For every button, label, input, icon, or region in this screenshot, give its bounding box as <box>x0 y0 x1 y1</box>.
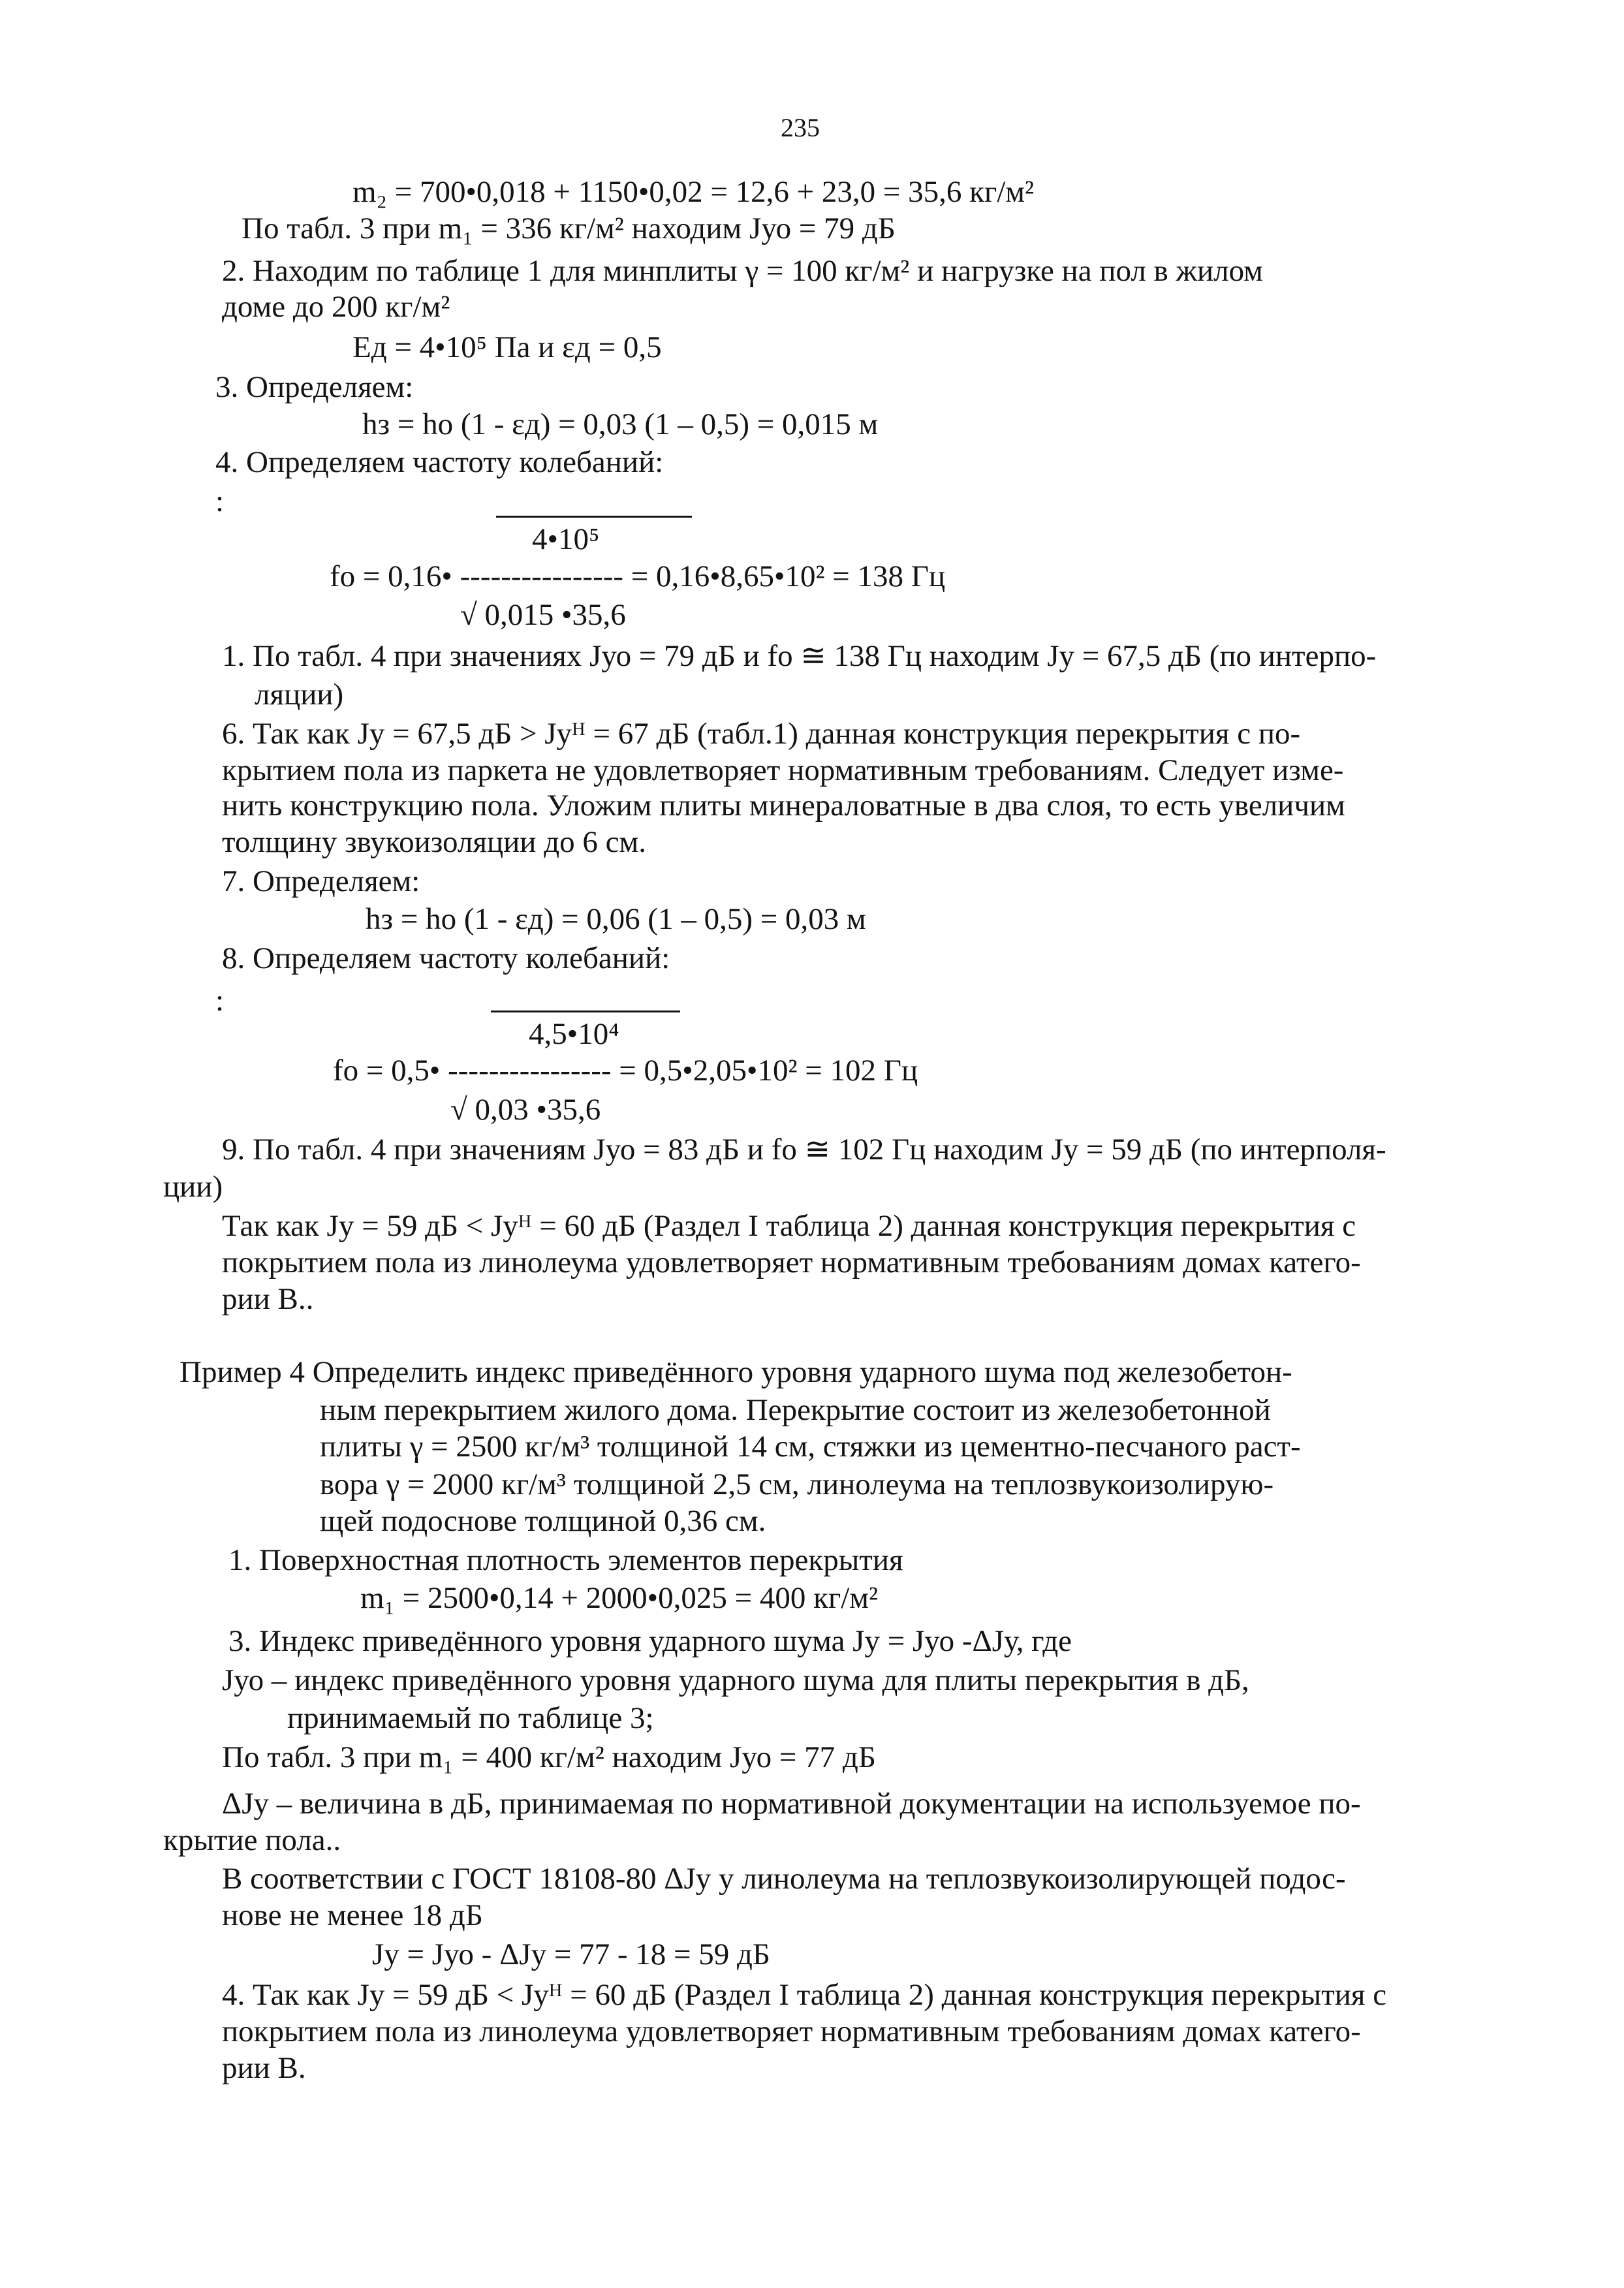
text-line: вора γ = 2000 кг/м³ толщиной 2,5 см, линолеума на теплозвукоизолирую- <box>320 1467 1274 1501</box>
text-line: ляции) <box>255 678 344 712</box>
text-line: m₂ = 700•0,018 + 1150•0,02 = 12,6 + 23,0 = 35,6 кг/м² <box>352 175 1035 209</box>
text-line: ΔJу – величина в дБ, принимаемая по нормативной документации на используемое по- <box>222 1787 1361 1821</box>
formula-line: fо = 0,5• ---------------- = 0,5•2,05•10² = 102 Гц <box>333 1054 918 1088</box>
text-line: рии В. <box>222 2051 306 2085</box>
example-heading: Пример 4 Определить индекс приведённого уровня ударного шума под железобетон- <box>180 1355 1292 1389</box>
text-line: покрытием пола из линолеума удовлетворяет нормативным требованиям домах катего- <box>222 2014 1361 2048</box>
text-line: покрытием пола из линолеума удовлетворяет нормативным требованиям домах катего- <box>222 1246 1361 1279</box>
text-line: ции) <box>163 1170 223 1204</box>
text-line: В соответствии с ГОСТ 18108-80 ΔJу у линолеума на теплозвукоизолирующей подос- <box>222 1862 1346 1896</box>
text-line: : <box>215 484 225 518</box>
text-line: крытием пола из паркета не удовлетворяет нормативным требованиям. Следует изме- <box>222 753 1344 787</box>
text-line: 3. Определяем: <box>215 370 414 404</box>
formula-denominator: √ 0,015 •35,6 <box>460 598 626 632</box>
page-number: 235 <box>781 113 820 142</box>
text-line: доме до 200 кг/м² <box>222 290 450 324</box>
text-line: 8. Определяем частоту колебаний: <box>222 941 670 975</box>
text-line: hз = hо (1 - εд) = 0,03 (1 – 0,5) = 0,015 м <box>362 407 879 441</box>
text-line: Ед = 4•10⁵ Па и εд = 0,5 <box>352 330 662 364</box>
text-line: hз = hо (1 - εд) = 0,06 (1 – 0,5) = 0,03 м <box>366 902 866 936</box>
text-line: 4. Так как Jу = 59 дБ < Jуᴴ = 60 дБ (Раздел I таблица 2) данная конструкция перекрытия с <box>222 1978 1387 2012</box>
text-line: m₁ = 2500•0,14 + 2000•0,025 = 400 кг/м² <box>360 1581 879 1615</box>
text-line: щей подоснове толщиной 0,36 см. <box>320 1504 766 1538</box>
text-line: 6. Так как Jу = 67,5 дБ > Jуᴴ = 67 дБ (табл.1) данная конструкция перекрытия с по- <box>222 717 1301 751</box>
text-line: По табл. 3 при m₁ = 400 кг/м² находим Jуо = 77 дБ <box>222 1740 876 1774</box>
text-line: 1. По табл. 4 при значениях Jуо = 79 дБ и fо ≅ 138 Гц находим Jу = 67,5 дБ (по интерпо- <box>222 639 1377 673</box>
root-bar <box>496 516 692 518</box>
text-line: По табл. 3 при m₁ = 336 кг/м² находим Jуо = 79 дБ <box>242 212 896 245</box>
text-line: 9. По табл. 4 при значениям Jуо = 83 дБ и fо ≅ 102 Гц находим Jу = 59 дБ (по интерполя- <box>222 1133 1386 1167</box>
text-line: 2. Находим по таблице 1 для минплиты γ = 100 кг/м² и нагрузке на пол в жилом <box>222 254 1263 288</box>
text-line: плиты γ = 2500 кг/м³ толщиной 14 см, стяжки из цементно-песчаного раст- <box>320 1430 1301 1464</box>
text-line: Так как Jу = 59 дБ < Jуᴴ = 60 дБ (Раздел I таблица 2) данная конструкция перекрытия с <box>222 1209 1356 1243</box>
text-line: крытие пола.. <box>163 1823 341 1857</box>
text-line: 4. Определяем частоту колебаний: <box>215 445 664 479</box>
formula-numerator: 4•10⁵ <box>532 522 600 556</box>
text-line: 1. Поверхностная плотность элементов перекрытия <box>228 1543 903 1577</box>
text-line: нить конструкцию пола. Уложим плиты минераловатные в два слоя, то есть увеличим <box>222 789 1345 823</box>
text-line: принимаемый по таблице 3; <box>287 1701 654 1735</box>
text-line: Jу = Jуо - ΔJу = 77 - 18 = 59 дБ <box>372 1937 770 1971</box>
formula-denominator: √ 0,03 •35,6 <box>450 1093 601 1127</box>
text-line: 3. Индекс приведённого уровня ударного шума Jу = Jуо -ΔJу, где <box>228 1624 1072 1658</box>
text-line: рии В.. <box>222 1282 314 1316</box>
formula-line: fо = 0,16• ---------------- = 0,16•8,65•10² = 138 Гц <box>330 559 946 593</box>
text-line: Jуо – индекс приведённого уровня ударного шума для плиты перекрытия в дБ, <box>222 1663 1249 1697</box>
text-line: 7. Определяем: <box>222 864 420 898</box>
text-line: ным перекрытием жилого дома. Перекрытие состоит из железобетонной <box>320 1393 1271 1427</box>
root-bar <box>491 1011 680 1012</box>
text-line: толщину звукоизоляции до 6 см. <box>222 825 646 859</box>
text-line: нове не менее 18 дБ <box>222 1898 483 1932</box>
formula-numerator: 4,5•10⁴ <box>529 1017 619 1051</box>
text-line: : <box>215 984 225 1018</box>
